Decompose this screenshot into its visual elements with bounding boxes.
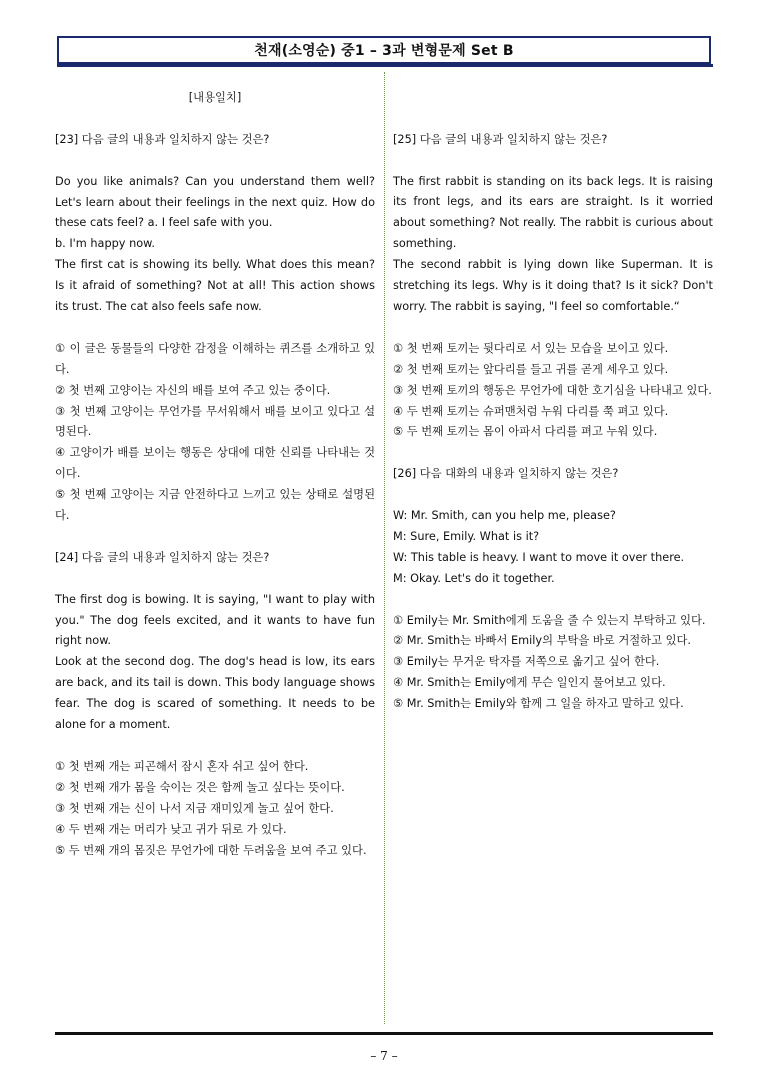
q23-option-5: ⑤ 첫 번째 고양이는 지금 안전하다고 느끼고 있는 상태로 설명된다. — [55, 488, 375, 523]
q24-passage-2: Look at the second dog. The dog's head is low, its ears are back, and its tail is down. This body language shows fear. The dog is scared of something. It needs to be alone for a moment. — [55, 655, 375, 732]
q25-option-3: ③ 첫 번째 토끼의 행동은 무언가에 대한 호기심을 나타내고 있다. — [393, 383, 712, 397]
section-label: [내용일치] — [188, 91, 242, 104]
header-underline — [57, 64, 713, 67]
q25-passage-1: The first rabbit is standing on its back legs. It is raising its front legs, and its ears are straight. Is it worried about something? Not really. The rabbit is curious about something. — [393, 174, 713, 251]
q23-option-4: ④ 고양이가 배를 보이는 행동은 상대에 대한 신뢰를 나타내는 것이다. — [55, 446, 375, 481]
q23-option-2: ② 첫 번째 고양이는 자신의 배를 보여 주고 있는 중이다. — [55, 383, 331, 397]
q23-question: [23] 다음 글의 내용과 일치하지 않는 것은? — [55, 132, 270, 146]
q26-dialogue-1: W: Mr. Smith, can you help me, please? — [393, 509, 616, 523]
q24-question: [24] 다음 글의 내용과 일치하지 않는 것은? — [55, 550, 270, 564]
page-header — [57, 36, 711, 64]
q25-option-2: ② 첫 번째 토끼는 앞다리를 들고 귀를 곧게 세우고 있다. — [393, 362, 669, 376]
header-title: 천재(소영순) 중1 – 3과 변형문제 Set B — [254, 43, 514, 59]
q25-passage-2: The second rabbit is lying down like Superman. It is stretching its legs. Why is it doing that? Is it sick? Don't worry. The rabbit is saying, "I feel so comfortable.“ — [393, 258, 713, 314]
q24-option-3: ③ 첫 번째 개는 신이 나서 지금 재미있게 놀고 싶어 한다. — [55, 801, 334, 815]
column-divider — [384, 72, 385, 1024]
q24-option-1: ① 첫 번째 개는 피곤해서 잠시 혼자 쉬고 싶어 한다. — [55, 759, 309, 773]
q26-option-3: ③ Emily는 무거운 탁자를 저쪽으로 옮기고 싶어 한다. — [393, 655, 660, 669]
q23-passage-1: Do you like animals? Can you understand them well? Let's learn about their feelings in the next quiz. How do these cats feel? a. I feel safe with you. — [55, 174, 375, 230]
q26-dialogue-2: M: Sure, Emily. What is it? — [393, 529, 540, 543]
q26-question: [26] 다음 대화의 내용과 일치하지 않는 것은? — [393, 467, 619, 481]
q26-option-1: ① Emily는 Mr. Smith에게 도움을 줄 수 있는지 부탁하고 있다. — [393, 613, 706, 627]
q26-dialogue-4: M: Okay. Let's do it together. — [393, 571, 555, 585]
page-number: – 7 – — [370, 1049, 398, 1063]
q23-option-3: ③ 첫 번째 고양이는 무언가를 무서워해서 배를 보이고 있다고 설명된다. — [55, 404, 375, 439]
q24-passage-1: The first dog is bowing. It is saying, "I want to play with you." The dog feels excited, and it wants to have fun right now. — [55, 592, 375, 648]
q25-option-4: ④ 두 번째 토끼는 슈퍼맨처럼 누워 다리를 쭉 펴고 있다. — [393, 404, 669, 418]
right-column — [393, 88, 713, 715]
q24-option-5: ⑤ 두 번째 개의 몸짓은 무언가에 대한 두려움을 보여 주고 있다. — [55, 843, 367, 857]
q26-option-2: ② Mr. Smith는 바빠서 Emily의 부탁을 바로 거절하고 있다. — [393, 634, 692, 648]
q23-option-1: ① 이 글은 동물들의 다양한 감정을 이해하는 퀴즈를 소개하고 있다. — [55, 341, 375, 376]
q26-option-4: ④ Mr. Smith는 Emily에게 무슨 일인지 물어보고 있다. — [393, 676, 666, 690]
left-column — [55, 88, 375, 861]
q24-option-4: ④ 두 번째 개는 머리가 낮고 귀가 뒤로 가 있다. — [55, 822, 287, 836]
q26-option-5: ⑤ Mr. Smith는 Emily와 함께 그 일을 하자고 말하고 있다. — [393, 697, 684, 711]
q23-passage-3: The first cat is showing its belly. What does this mean? Is it afraid of something? Not at all! This action shows its trust. The cat also feels safe now. — [55, 258, 375, 314]
q25-option-1: ① 첫 번째 토끼는 뒷다리로 서 있는 모습을 보이고 있다. — [393, 341, 669, 355]
footer-rule — [55, 1032, 713, 1035]
q26-dialogue-3: W: This table is heavy. I want to move it over there. — [393, 550, 685, 564]
q23-passage-2: b. I'm happy now. — [55, 237, 155, 251]
q24-option-2: ② 첫 번째 개가 몸을 숙이는 것은 함께 놀고 싶다는 뜻이다. — [55, 780, 345, 794]
q25-question: [25] 다음 글의 내용과 일치하지 않는 것은? — [393, 132, 608, 146]
q25-option-5: ⑤ 두 번째 토끼는 몸이 아파서 다리를 펴고 누워 있다. — [393, 425, 658, 439]
